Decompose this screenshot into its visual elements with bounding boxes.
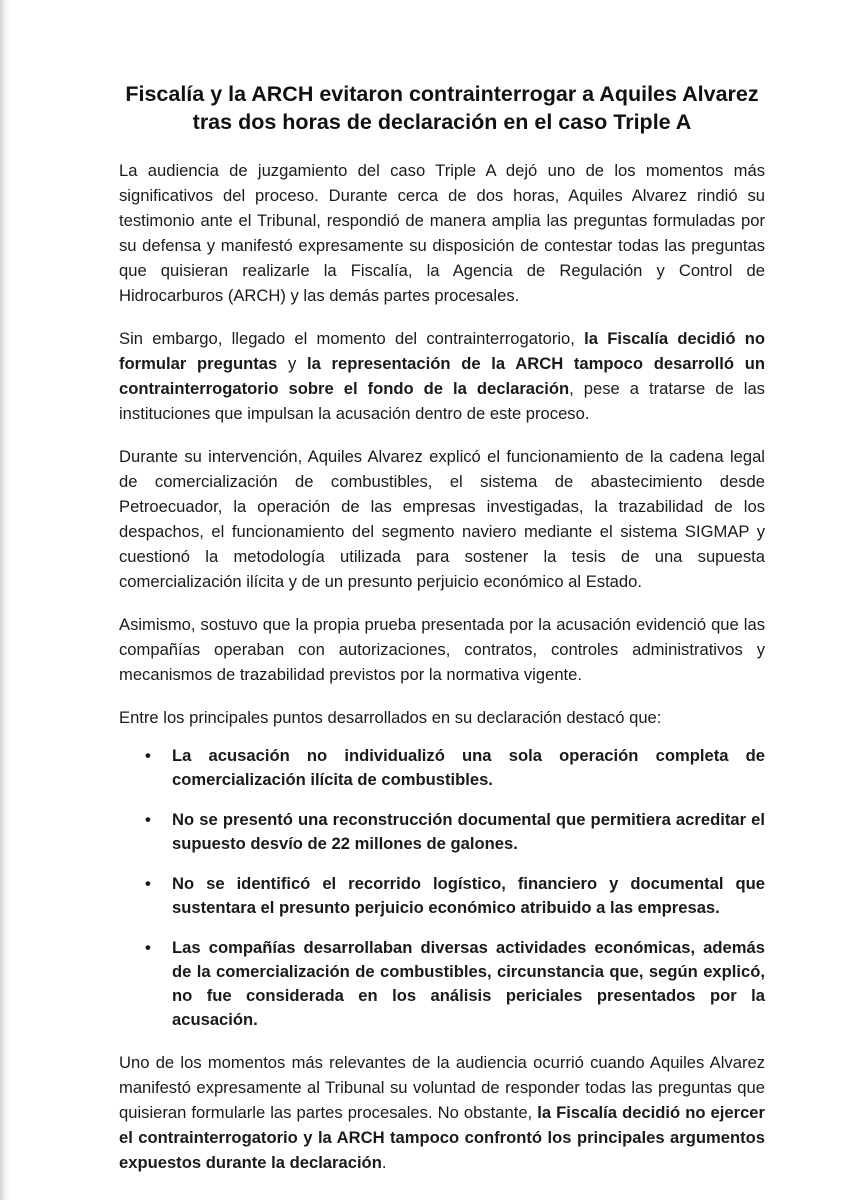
list-item-text: No se presentó una reconstrucción documental que permitiera acreditar el supuesto desvío de 22 millones de galones. [172, 810, 765, 853]
bullet-icon: • [145, 874, 151, 893]
list-item [119, 808, 765, 856]
paragraph-list-intro: Entre los principales puntos desarrollados en su declaración destacó que: [119, 708, 662, 727]
bold-segment: la Fiscalía decidió no ejercer el contrainterrogatorio y la ARCH tampoco confrontó los principales argumentos expuestos durante la declaración [119, 1103, 765, 1172]
paragraph-intervention: Durante su intervención, Aquiles Alvarez explicó el funcionamiento de la cadena legal de comercialización de combustibles, el sistema de abastecimiento desde Petroecuador, la operación de las empresas investigadas, la trazabilidad de los despachos, el funcionamiento del segmento naviero mediante el sistema SIGMAP y cuestionó la metodología utilizada para sostener la tesis de una supuesta comercialización ilícita y de un presunto perjuicio económico al Estado. [119, 447, 765, 591]
text-segment: Sin embargo, llegado el momento del contrainterrogatorio, [119, 329, 585, 348]
bullet-icon: • [145, 746, 151, 765]
paragraph-evidence: Asimismo, sostuvo que la propia prueba presentada por la acusación evidenció que las compañías operaban con autorizaciones, contratos, controles administrativos y mecanismos de trazabilidad previstos por la normativa vigente. [119, 615, 765, 684]
list-item-text: No se identificó el recorrido logístico, financiero y documental que sustentara el presunto perjuicio económico atribuido a las empresas. [172, 874, 765, 917]
text-segment: , pese a tratarse de las instituciones que impulsan la acusación dentro de este proceso. [119, 379, 765, 423]
bullet-icon: • [145, 938, 151, 957]
text-segment: . [381, 1153, 387, 1172]
text-segment: Uno de los momentos más relevantes de la audiencia ocurrió cuando Aquiles Alvarez manifestó expresamente al Tribunal su voluntad de responder todas las preguntas que quisieran formularle las partes procesales. No obstante, [119, 1053, 765, 1122]
list-item [119, 936, 765, 1032]
paragraph-intro: La audiencia de juzgamiento del caso Triple A dejó uno de los momentos más significativos del proceso. Durante cerca de dos horas, Aquiles Alvarez rindió su testimonio ante el Tribunal, respondió de manera amplia las preguntas formuladas por su defensa y manifestó expresamente su disposición de contestar todas las preguntas que quisieran realizarle la Fiscalía, la Agencia de Regulación y Control de Hidrocarburos (ARCH) y las demás partes procesales. [119, 161, 765, 305]
bold-segment: la Fiscalía decidió no formular preguntas [119, 329, 765, 373]
paragraph-cross-examination [119, 326, 765, 426]
bold-segment: la representación de la ARCH tampoco desarrolló un contrainterrogatorio sobre el fondo de la declaración [119, 354, 765, 398]
bullet-icon: • [145, 810, 151, 829]
text-segment: y [277, 354, 307, 373]
paragraph-conclusion [119, 1050, 765, 1175]
list-item [119, 744, 765, 792]
list-item-text: La acusación no individualizó una sola operación completa de comercialización ilícita de combustibles. [172, 746, 765, 789]
list-item-text: Las compañías desarrollaban diversas actividades económicas, además de la comercialización de combustibles, circunstancia que, según explicó, no fue considerada en los análisis periciales presentados por la acusación. [172, 938, 765, 1029]
document-title: Fiscalía y la ARCH evitaron contrainterrogar a Aquiles Alvarez tras dos horas de declaración en el caso Triple A [125, 82, 759, 134]
list-item [119, 872, 765, 920]
key-points-list [119, 744, 765, 1032]
